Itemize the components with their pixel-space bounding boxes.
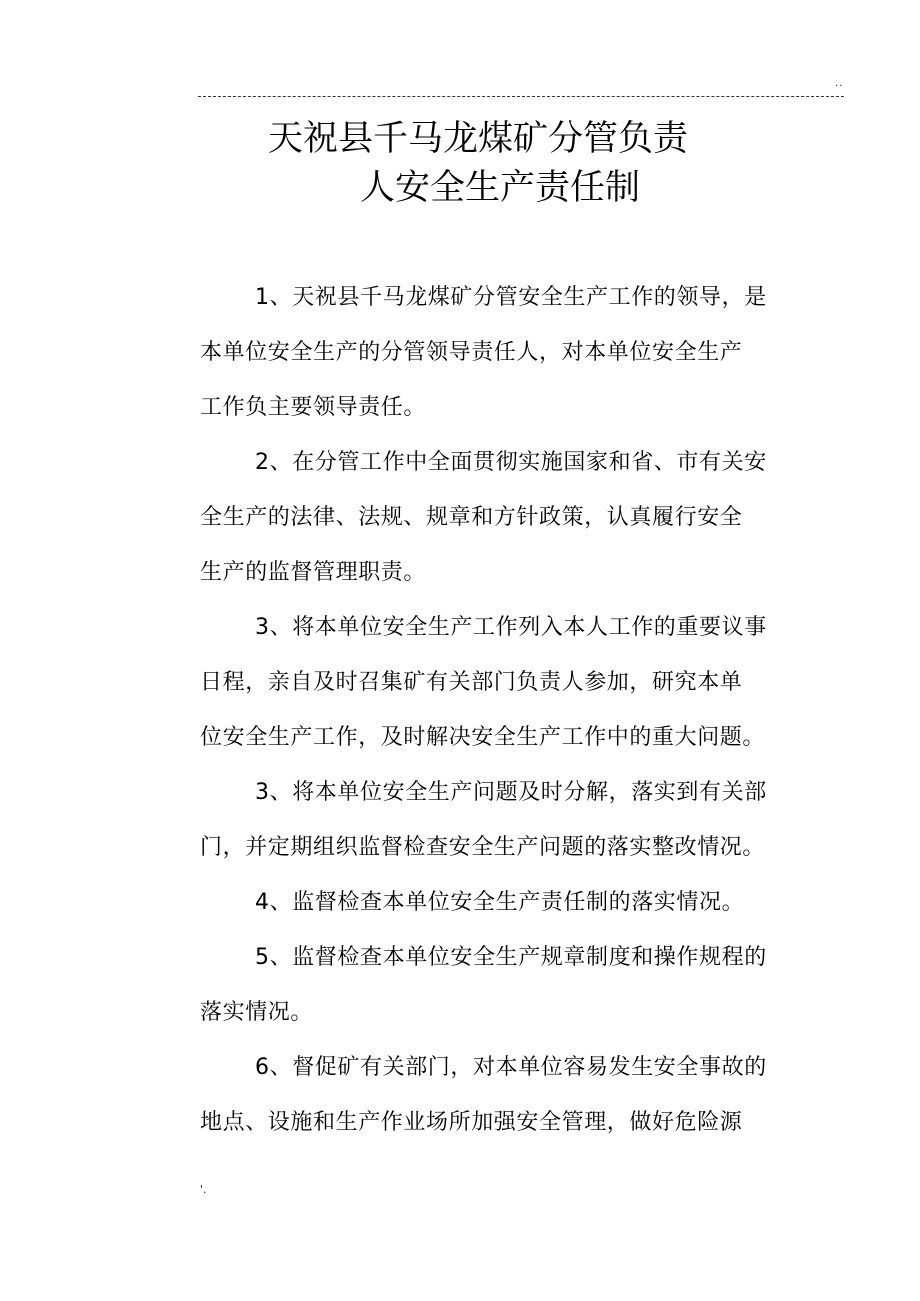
body-line: 工作负主要领导责任。 <box>200 395 427 420</box>
document-title-line-1: 天祝县千马龙煤矿分管负责 <box>268 119 689 159</box>
body-line: 本单位安全生产的分管领导责任人，对本单位安全生产 <box>200 340 743 365</box>
body-line: 3、将本单位安全生产工作列入本人工作的重要议事 <box>255 615 767 640</box>
body-line: 5、监督检查本单位安全生产规章制度和操作规程的 <box>255 945 767 970</box>
body-line: 位安全生产工作，及时解决安全生产工作中的重大问题。 <box>200 725 766 750</box>
body-line: 落实情况。 <box>200 1000 314 1025</box>
body-line: 6、督促矿有关部门，对本单位容易发生安全事故的 <box>255 1055 767 1080</box>
body-line: 门，并定期组织监督检查安全生产问题的落实整改情况。 <box>200 835 766 860</box>
body-line: 生产的监督管理职责。 <box>200 560 427 585</box>
header-rule <box>198 96 844 97</box>
body-line: 3、将本单位安全生产问题及时分解，落实到有关部 <box>255 780 767 805</box>
body-line: 2、在分管工作中全面贯彻实施国家和省、市有关安 <box>255 450 767 475</box>
body-line: 4、监督检查本单位安全生产责任制的落实情况。 <box>255 890 745 915</box>
document-title-line-2: 人安全生产责任制 <box>360 168 641 208</box>
header-mark: .. <box>835 78 844 89</box>
footer-mark: '. <box>200 1183 207 1196</box>
body-line: 全生产的法律、法规、规章和方针政策，认真履行安全 <box>200 505 743 530</box>
body-line: 日程，亲自及时召集矿有关部门负责人参加，研究本单 <box>200 670 743 695</box>
body-line: 地点、设施和生产作业场所加强安全管理，做好危险源 <box>200 1110 743 1135</box>
body-line: 1、天祝县千马龙煤矿分管安全生产工作的领导，是 <box>255 285 767 310</box>
